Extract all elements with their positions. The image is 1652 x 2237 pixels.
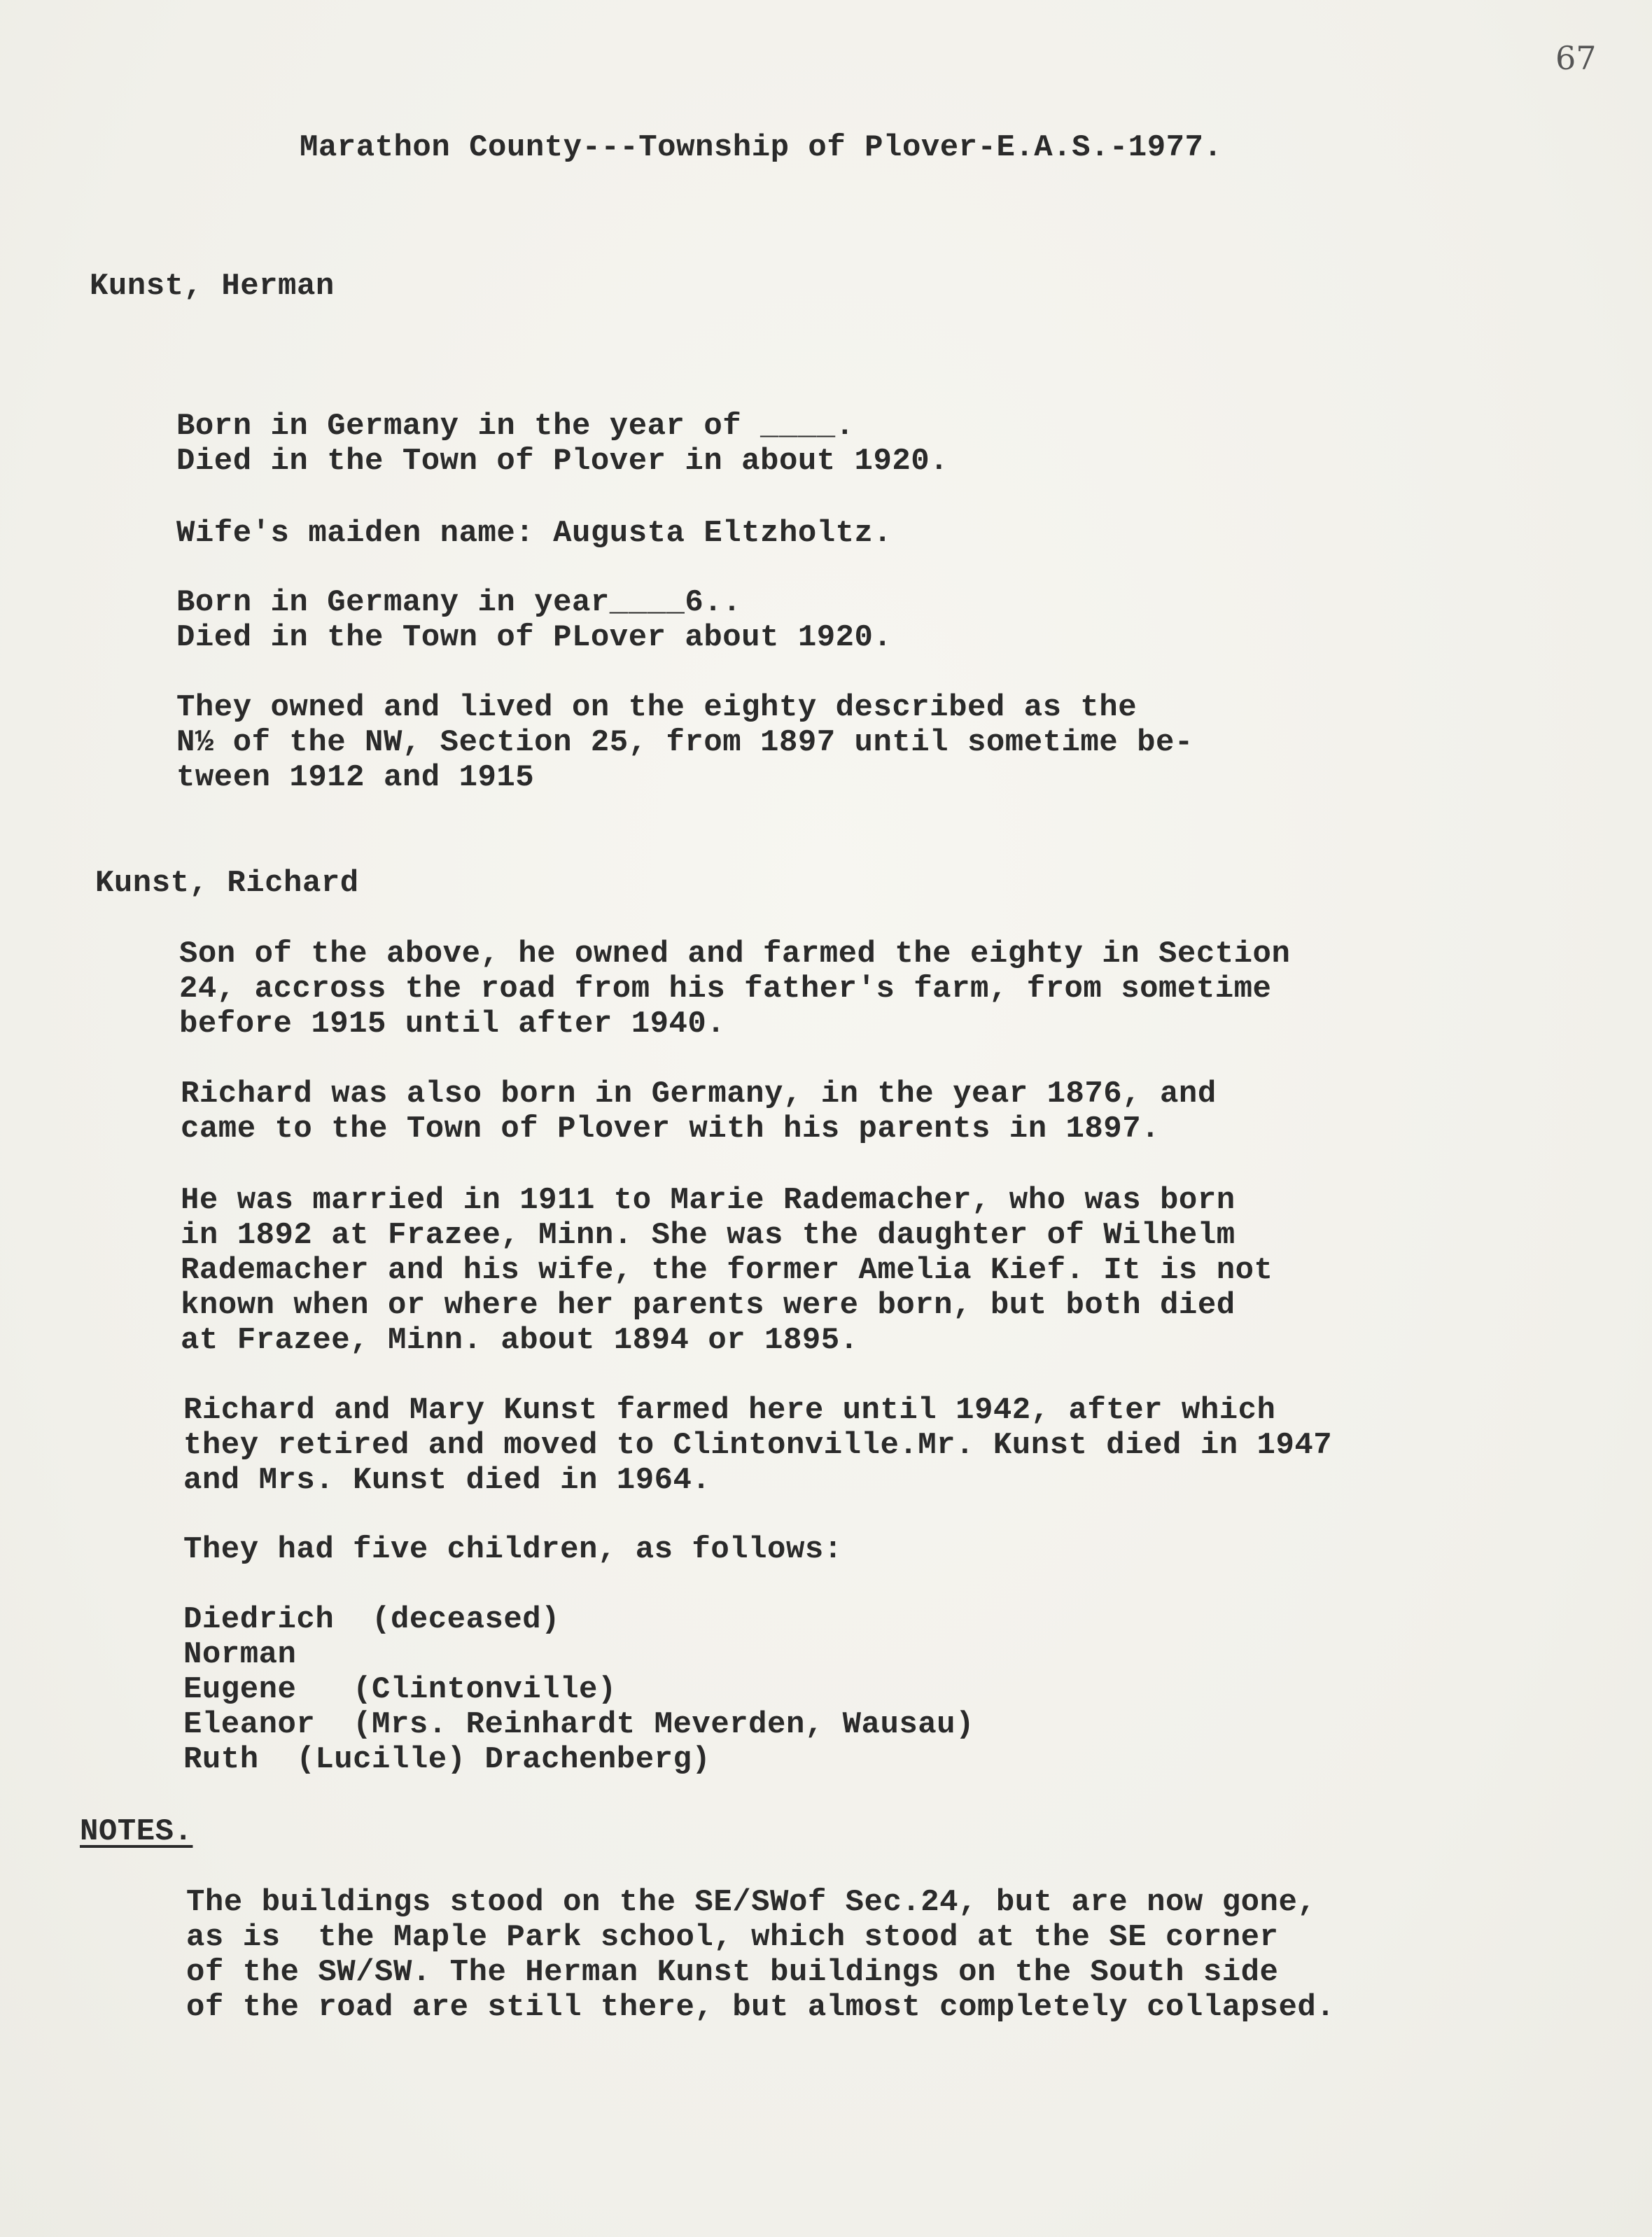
child-list-item: Eleanor (Mrs. Reinhardt Meverden, Wausau) (183, 1707, 974, 1742)
marriage-paragraph-line: Rademacher and his wife, the former Amelia Kief. It is not (181, 1253, 1273, 1288)
retirement-paragraph-line: and Mrs. Kunst died in 1964. (183, 1463, 711, 1498)
notes-line: The buildings stood on the SE/SWof Sec.24, but are now gone, (186, 1885, 1317, 1920)
document-title: Marathon County---Township of Plover-E.A.S.-1977. (300, 130, 1223, 165)
herman-born-line: Born in Germany in the year of ____. (176, 409, 855, 444)
richard-paragraph-line: 24, accross the road from his father's farm, from sometime (179, 972, 1272, 1007)
notes-line: as is the Maple Park school, which stood at the SE corner (186, 1920, 1279, 1955)
wife-died-line: Died in the Town of PLover about 1920. (176, 620, 892, 655)
richard-paragraph-line: came to the Town of Plover with his parents in 1897. (181, 1112, 1161, 1146)
retirement-paragraph-line: Richard and Mary Kunst farmed here until 1942, after which (183, 1393, 1276, 1428)
children-intro: They had five children, as follows: (183, 1532, 843, 1567)
ownership-line: They owned and lived on the eighty described as the (176, 690, 1138, 725)
entry-name-herman: Kunst, Herman (90, 269, 335, 304)
ownership-line: tween 1912 and 1915 (176, 760, 535, 795)
child-list-item: Ruth (Lucille) Drachenberg) (183, 1742, 711, 1777)
page-number: 67 (1555, 39, 1597, 77)
richard-paragraph-line: before 1915 until after 1940. (179, 1007, 726, 1042)
wife-maiden-name-line: Wife's maiden name: Augusta Eltzholtz. (176, 516, 892, 551)
notes-heading: NOTES. (80, 1814, 193, 1849)
entry-name-richard: Kunst, Richard (95, 866, 359, 901)
richard-paragraph-line: Son of the above, he owned and farmed the eighty in Section (179, 937, 1291, 972)
marriage-paragraph-line: at Frazee, Minn. about 1894 or 1895. (181, 1323, 859, 1358)
marriage-paragraph-line: He was married in 1911 to Marie Rademacher, who was born (181, 1183, 1236, 1218)
richard-paragraph-line: Richard was also born in Germany, in the year 1876, and (181, 1077, 1217, 1112)
notes-line: of the SW/SW. The Herman Kunst buildings on the South side (186, 1955, 1279, 1990)
ownership-line: N½ of the NW, Section 25, from 1897 until sometime be- (176, 725, 1194, 760)
child-list-item: Diedrich (deceased) (183, 1602, 561, 1637)
notes-line: of the road are still there, but almost completely collapsed. (186, 1990, 1336, 2025)
herman-died-line: Died in the Town of Plover in about 1920. (176, 444, 949, 479)
marriage-paragraph-line: known when or where her parents were born, but both died (181, 1288, 1236, 1323)
child-list-item: Norman (183, 1637, 297, 1672)
wife-born-line: Born in Germany in year____6.. (176, 585, 742, 620)
retirement-paragraph-line: they retired and moved to Clintonville.Mr. Kunst died in 1947 (183, 1428, 1333, 1463)
child-list-item: Eugene (Clintonville) (183, 1672, 617, 1707)
marriage-paragraph-line: in 1892 at Frazee, Minn. She was the daughter of Wilhelm (181, 1218, 1236, 1253)
